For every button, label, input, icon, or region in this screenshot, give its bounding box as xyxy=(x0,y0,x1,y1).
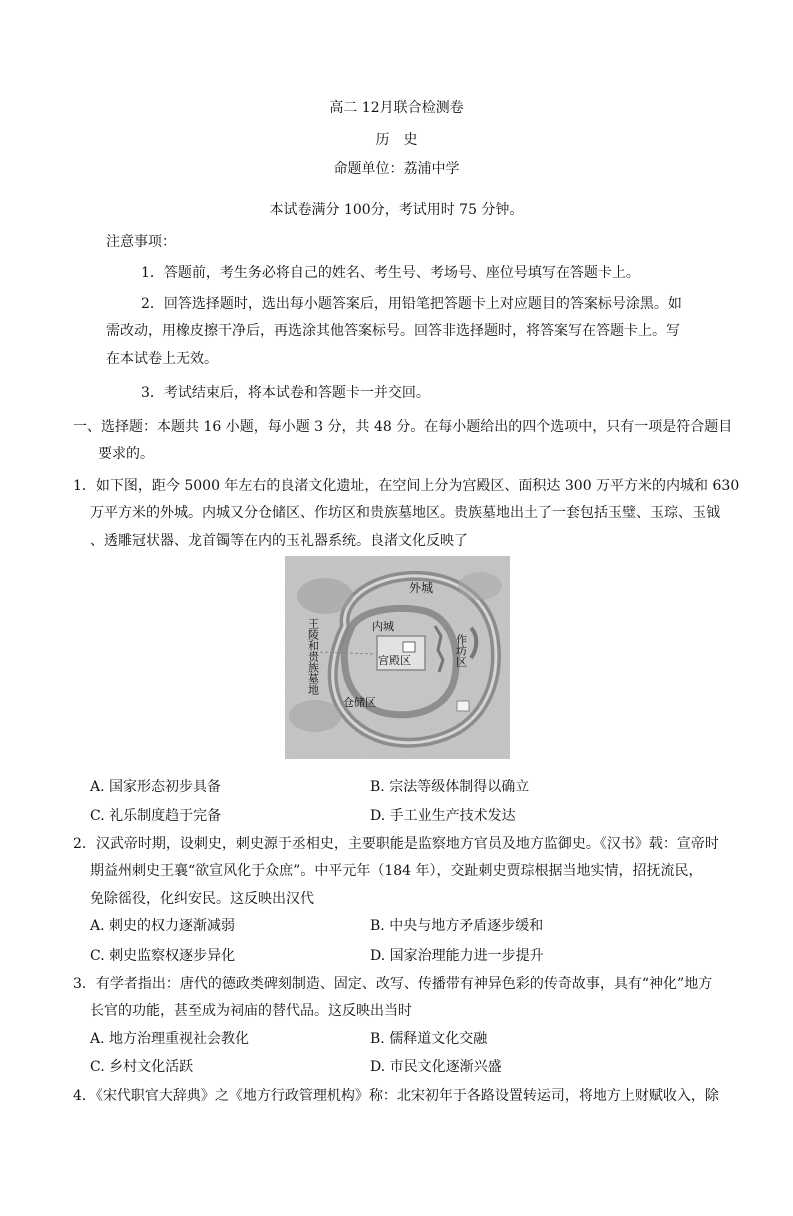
label-workshop: 作坊区 xyxy=(454,634,468,667)
q1-option-b[interactable]: B. 宗法等级体制得以确立 xyxy=(370,779,530,795)
note-3: 3．考试结束后，将本试卷和答题卡一并交回。 xyxy=(141,385,430,401)
school: 命题单位：荔浦中学 xyxy=(333,161,460,177)
q1-line-1: 1．如下图，距今 5000 年左右的良渚文化遗址，在空间上分为宫殿区、面积达 300 万平方米的内城和 630 xyxy=(73,478,740,494)
q2-option-c[interactable]: C. 刺史监察权逐步异化 xyxy=(90,948,236,964)
q2-option-b[interactable]: B. 中央与地方矛盾逐步缓和 xyxy=(370,918,544,934)
q1-line-2: 万平方米的外城。内城又分仓储区、作坊区和贵族墓地区。贵族墓地出土了一套包括玉璧、玉琮、玉钺 xyxy=(90,505,720,521)
q3-line-1: 3．有学者指出：唐代的德政类碑刻制造、固定、改写、传播带有神异色彩的传奇故事，具有“神化”地方 xyxy=(73,976,713,992)
note-1: 1．答题前，考生务必将自己的姓名、考生号、考场号、座位号填写在答题卡上。 xyxy=(141,265,640,281)
section-heading-line-2: 要求的。 xyxy=(98,446,154,462)
label-palace: 宫殿区 xyxy=(378,654,411,667)
q2-line-1: 2．汉武帝时期，设刺史，刺史源于丞相史，主要职能是监察地方官员及地方监御史。《汉书》载：宣帝时 xyxy=(73,836,719,852)
notes-heading: 注意事项： xyxy=(106,234,176,250)
section-heading-line-1: 一、选择题：本题共 16 小题，每小题 3 分，共 48 分。在每小题给出的四个选项中，只有一项是符合题目 xyxy=(73,419,733,435)
exam-title: 高二 12月联合检测卷 xyxy=(329,100,464,116)
q2-option-a[interactable]: A. 刺史的权力逐渐减弱 xyxy=(90,918,236,934)
q3-option-c[interactable]: C. 乡村文化活跃 xyxy=(90,1059,194,1075)
label-outer-city: 外城 xyxy=(409,581,434,595)
liangzhu-site-map xyxy=(285,556,510,759)
q4-line-1: 4．《宋代职官大辞典》之《地方行政管理机构》称：北宋初年于各路设置转运司，将地方上财赋收入，除 xyxy=(73,1088,719,1104)
q3-option-b[interactable]: B. 儒释道文化交融 xyxy=(370,1031,488,1047)
q2-line-2: 期益州刺史王襄“欲宣风化于众庶”。中平元年（184 年），交趾刺史贾琮根据当地实情，招抚流民， xyxy=(90,863,703,879)
q2-option-d[interactable]: D. 国家治理能力进一步提升 xyxy=(370,948,544,964)
note-2-line-2: 需改动，用橡皮擦干净后，再选涂其他答案标号。回答非选择题时，将答案写在答题卡上。写 xyxy=(106,323,680,339)
q1-option-d[interactable]: D. 手工业生产技术发达 xyxy=(370,808,516,824)
q1-option-a[interactable]: A. 国家形态初步具备 xyxy=(90,779,222,795)
label-storage: 仓储区 xyxy=(343,696,376,709)
q1-option-c[interactable]: C. 礼乐制度趋于完备 xyxy=(90,808,222,824)
q2-line-3: 免除徭役，化纠安民。这反映出汉代 xyxy=(90,891,314,907)
note-2-line-1: 2．回答选择题时，选出每小题答案后，用铅笔把答题卡上对应题目的答案标号涂黑。如 xyxy=(141,296,682,312)
label-inner-city: 内城 xyxy=(372,620,394,633)
map-svg xyxy=(285,556,510,759)
label-tombs: 王陵和贵族墓地 xyxy=(306,618,320,695)
q3-line-2: 长官的功能，甚至成为祠庙的替代品。这反映出当时 xyxy=(90,1003,412,1019)
q3-option-d[interactable]: D. 市民文化逐渐兴盛 xyxy=(370,1059,502,1075)
subject: 历 史 xyxy=(375,132,418,148)
note-2-line-3: 在本试卷上无效。 xyxy=(106,351,218,367)
exam-meta: 本试卷满分 100分，考试用时 75 分钟。 xyxy=(269,202,524,218)
q1-line-3: 、透雕冠状器、龙首镯等在内的玉礼器系统。良渚文化反映了 xyxy=(90,533,468,549)
q3-option-a[interactable]: A. 地方治理重视社会教化 xyxy=(90,1031,250,1047)
